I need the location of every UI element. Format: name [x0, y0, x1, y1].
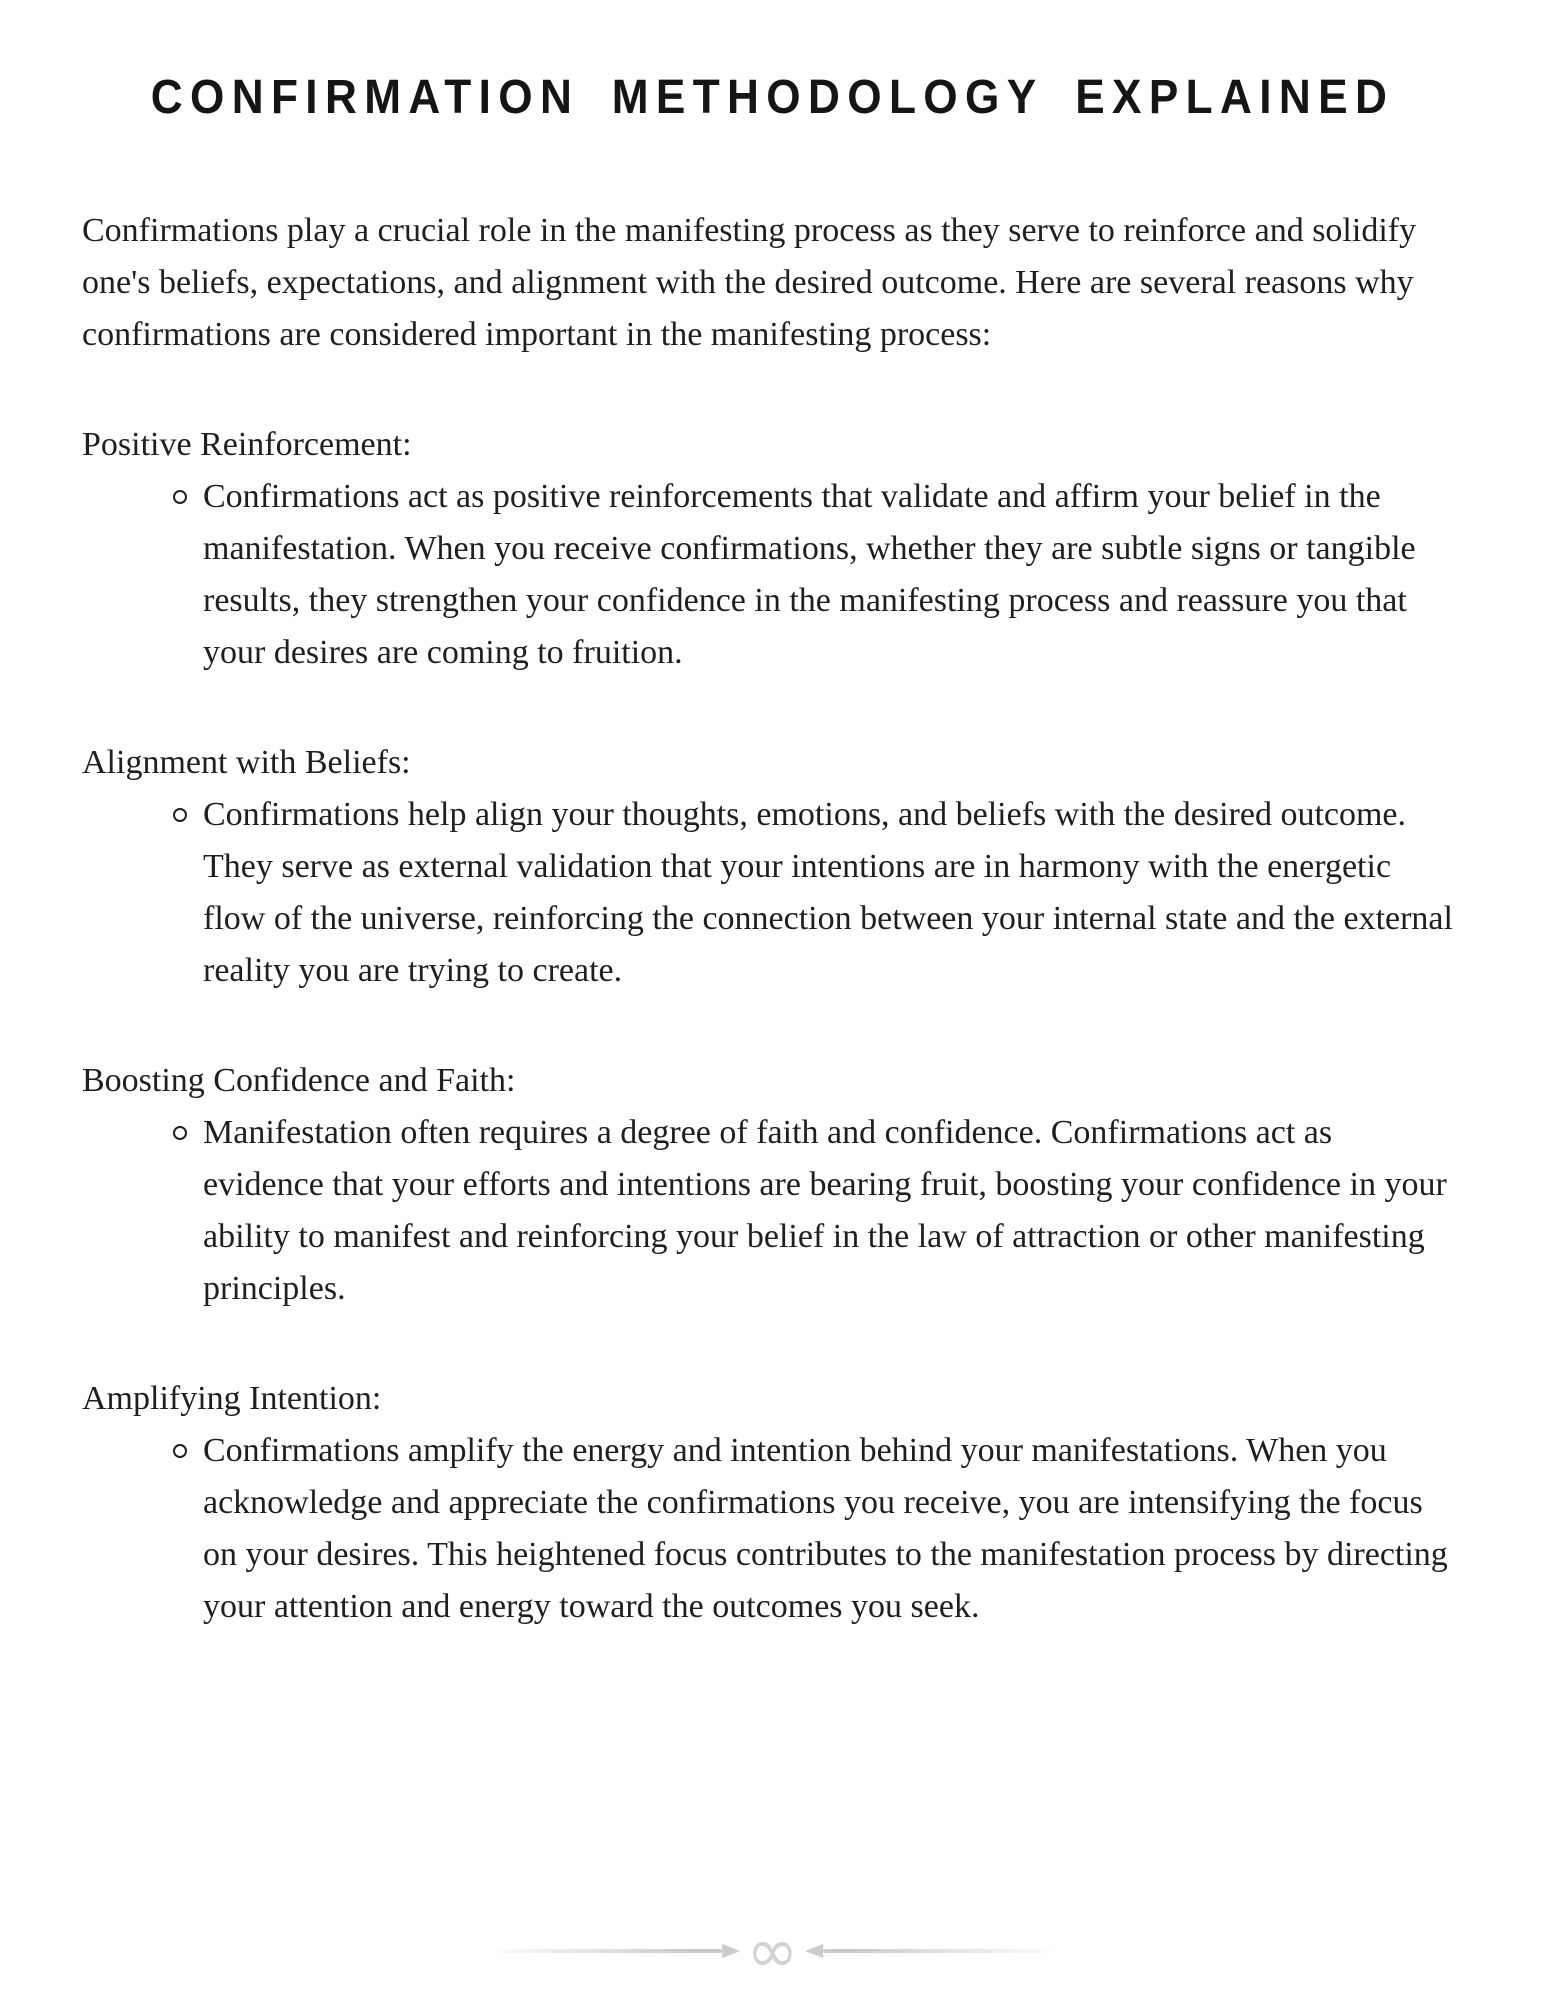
bullet-item [82, 471, 1465, 679]
bullet-text: Confirmations help align your thoughts, emotions, and beliefs with the desired outcome. They serve as external validation that your intentions are in harmony with the energetic flow of the universe, reinforcing the connection between your internal state and the external reality you are trying to create. [203, 796, 1453, 989]
bullet-circle-icon [173, 490, 187, 504]
divider-arrow-left-icon [805, 1944, 823, 1958]
section-heading: Boosting Confidence and Faith: [82, 1062, 516, 1099]
bullet-item [82, 1425, 1465, 1633]
topic-section [82, 737, 1465, 997]
topic-section [82, 1373, 1465, 1633]
bullet-circle-icon [173, 1126, 187, 1140]
bullet-text: Manifestation often requires a degree of faith and confidence. Confirmations act as evidence that your efforts and intentions are bearing fruit, boosting your confidence in your ability to manifest and reinforcing your belief in the law of attraction or other manifesting principles. [203, 1114, 1447, 1307]
bullet-item [82, 1107, 1465, 1315]
page-title: CONFIRMATION METHODOLOGY EXPLAINED [150, 71, 1395, 124]
document-body [0, 205, 1545, 1633]
section-heading: Positive Reinforcement: [82, 426, 412, 463]
bullet-text: Confirmations act as positive reinforcements that validate and affirm your belief in the manifestation. When you receive confirmations, whether they are subtle signs or tangible results, they strengthen your confidence in the manifesting process and reassure you that your desires are coming to fruition. [203, 478, 1416, 671]
section-heading: Alignment with Beliefs: [82, 744, 411, 781]
bullet-circle-icon [173, 808, 187, 822]
topic-section [82, 419, 1465, 679]
section-heading: Amplifying Intention: [82, 1380, 382, 1417]
infinity-icon: ∞ [746, 1914, 799, 1987]
divider-line-right [823, 1949, 1060, 1953]
intro-paragraph: Confirmations play a crucial role in the manifesting process as they serve to reinforce and solidify one's beliefs, expectations, and alignment with the desired outcome. Here are several reasons why confirmations are considered important in the manifesting process: [82, 212, 1417, 353]
divider-line-left [485, 1949, 722, 1953]
bullet-circle-icon [173, 1444, 187, 1458]
topic-section [82, 1055, 1465, 1315]
footer-divider [485, 1914, 1061, 1987]
bullet-text: Confirmations amplify the energy and intention behind your manifestations. When you acknowledge and appreciate the confirmations you receive, you are intensifying the focus on your desires. This heightened focus contributes to the manifestation process by directing your attention and energy toward the outcomes you seek. [203, 1432, 1448, 1625]
bullet-item [82, 789, 1465, 997]
divider-arrow-right-icon [722, 1944, 740, 1958]
